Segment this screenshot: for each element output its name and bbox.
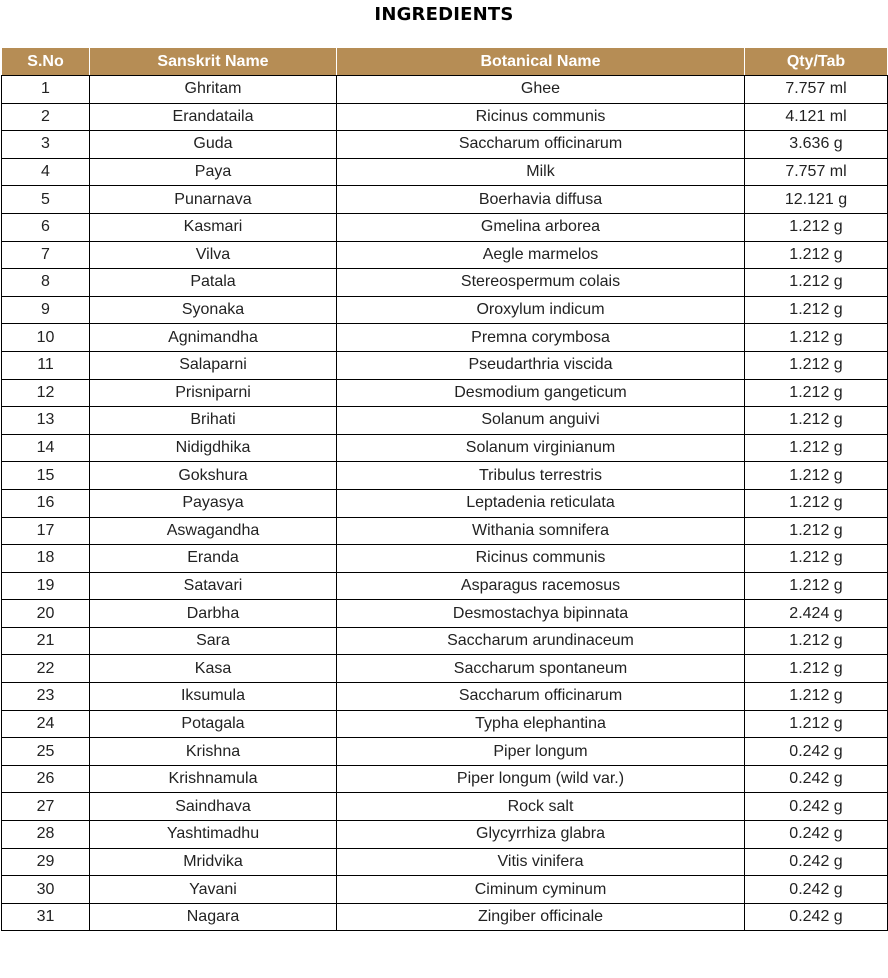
cell-sno: 1 [2,76,90,104]
header-qty-per-tab: Qty/Tab [745,48,888,76]
cell-botanical-name: Desmodium gangeticum [337,379,745,407]
cell-sno: 27 [2,793,90,821]
cell-botanical-name: Ghee [337,76,745,104]
cell-qty: 1.212 g [745,683,888,711]
cell-sno: 11 [2,351,90,379]
cell-botanical-name: Premna corymbosa [337,324,745,352]
cell-sanskrit-name: Kasa [90,655,337,683]
cell-qty: 1.212 g [745,213,888,241]
table-row [2,903,888,931]
cell-botanical-name: Ricinus communis [337,545,745,573]
cell-botanical-name: Zingiber officinale [337,903,745,931]
header-botanical-name: Botanical Name [337,48,745,76]
cell-sno: 17 [2,517,90,545]
cell-qty: 0.242 g [745,765,888,793]
cell-sanskrit-name: Kasmari [90,213,337,241]
ingredients-table [1,47,888,931]
cell-botanical-name: Boerhavia diffusa [337,186,745,214]
cell-qty: 1.212 g [745,517,888,545]
cell-qty: 0.242 g [745,738,888,766]
cell-sanskrit-name: Brihati [90,407,337,435]
table-row [2,738,888,766]
table-header [2,48,888,76]
cell-qty: 1.212 g [745,489,888,517]
cell-sanskrit-name: Agnimandha [90,324,337,352]
cell-sno: 31 [2,903,90,931]
cell-qty: 1.212 g [745,434,888,462]
cell-qty: 1.212 g [745,655,888,683]
cell-sanskrit-name: Guda [90,131,337,159]
cell-qty: 12.121 g [745,186,888,214]
cell-botanical-name: Typha elephantina [337,710,745,738]
cell-qty: 1.212 g [745,407,888,435]
cell-sno: 4 [2,158,90,186]
cell-sanskrit-name: Satavari [90,572,337,600]
table-row [2,186,888,214]
cell-botanical-name: Saccharum officinarum [337,683,745,711]
cell-sno: 29 [2,848,90,876]
cell-sanskrit-name: Gokshura [90,462,337,490]
cell-sanskrit-name: Patala [90,269,337,297]
cell-sanskrit-name: Saindhava [90,793,337,821]
cell-qty: 0.242 g [745,821,888,849]
cell-qty: 0.242 g [745,848,888,876]
table-row [2,213,888,241]
cell-botanical-name: Saccharum officinarum [337,131,745,159]
cell-sno: 19 [2,572,90,600]
cell-botanical-name: Oroxylum indicum [337,296,745,324]
table-row [2,103,888,131]
cell-botanical-name: Ricinus communis [337,103,745,131]
cell-sanskrit-name: Krishna [90,738,337,766]
cell-botanical-name: Aegle marmelos [337,241,745,269]
cell-sanskrit-name: Salaparni [90,351,337,379]
table-row [2,158,888,186]
header-sanskrit-name: Sanskrit Name [90,48,337,76]
cell-sanskrit-name: Potagala [90,710,337,738]
cell-sno: 2 [2,103,90,131]
cell-botanical-name: Stereospermum colais [337,269,745,297]
cell-qty: 2.424 g [745,600,888,628]
table-row [2,517,888,545]
table-row [2,683,888,711]
table-row [2,296,888,324]
cell-sanskrit-name: Eranda [90,545,337,573]
cell-qty: 1.212 g [745,710,888,738]
table-row [2,655,888,683]
cell-sanskrit-name: Mridvika [90,848,337,876]
cell-qty: 1.212 g [745,269,888,297]
cell-sanskrit-name: Nagara [90,903,337,931]
cell-sanskrit-name: Vilva [90,241,337,269]
table-row [2,710,888,738]
cell-qty: 1.212 g [745,351,888,379]
cell-sno: 30 [2,876,90,904]
table-row [2,572,888,600]
page-title: INGREDIENTS [374,4,514,25]
cell-sno: 21 [2,627,90,655]
cell-qty: 1.212 g [745,324,888,352]
cell-sno: 5 [2,186,90,214]
table-row [2,627,888,655]
cell-sanskrit-name: Sara [90,627,337,655]
cell-sno: 9 [2,296,90,324]
cell-qty: 0.242 g [745,903,888,931]
table-row [2,545,888,573]
header-sno: S.No [2,48,90,76]
cell-sanskrit-name: Iksumula [90,683,337,711]
cell-botanical-name: Desmostachya bipinnata [337,600,745,628]
cell-qty: 1.212 g [745,296,888,324]
cell-sno: 13 [2,407,90,435]
cell-botanical-name: Saccharum arundinaceum [337,627,745,655]
cell-qty: 1.212 g [745,572,888,600]
table-row [2,848,888,876]
cell-qty: 1.212 g [745,241,888,269]
table-row [2,434,888,462]
cell-sanskrit-name: Yashtimadhu [90,821,337,849]
cell-sno: 22 [2,655,90,683]
cell-sno: 14 [2,434,90,462]
cell-qty: 1.212 g [745,545,888,573]
cell-botanical-name: Tribulus terrestris [337,462,745,490]
table-row [2,324,888,352]
table-row [2,241,888,269]
cell-qty: 7.757 ml [745,158,888,186]
cell-sno: 23 [2,683,90,711]
cell-qty: 1.212 g [745,627,888,655]
cell-sno: 16 [2,489,90,517]
header-row [2,48,888,76]
cell-qty: 7.757 ml [745,76,888,104]
cell-botanical-name: Leptadenia reticulata [337,489,745,517]
cell-sno: 18 [2,545,90,573]
cell-qty: 3.636 g [745,131,888,159]
table-row [2,407,888,435]
cell-sno: 24 [2,710,90,738]
cell-qty: 0.242 g [745,876,888,904]
table-row [2,351,888,379]
cell-sanskrit-name: Syonaka [90,296,337,324]
cell-botanical-name: Solanum virginianum [337,434,745,462]
table-row [2,489,888,517]
table-row [2,131,888,159]
cell-sanskrit-name: Prisniparni [90,379,337,407]
cell-sno: 28 [2,821,90,849]
table-row [2,462,888,490]
cell-botanical-name: Piper longum (wild var.) [337,765,745,793]
table-row [2,600,888,628]
cell-sno: 26 [2,765,90,793]
cell-botanical-name: Gmelina arborea [337,213,745,241]
cell-sno: 15 [2,462,90,490]
cell-sno: 25 [2,738,90,766]
table-row [2,876,888,904]
cell-sanskrit-name: Krishnamula [90,765,337,793]
table-row [2,793,888,821]
table-row [2,269,888,297]
table-body [2,76,888,931]
cell-sanskrit-name: Payasya [90,489,337,517]
cell-botanical-name: Glycyrrhiza glabra [337,821,745,849]
cell-sno: 7 [2,241,90,269]
cell-sanskrit-name: Yavani [90,876,337,904]
cell-botanical-name: Vitis vinifera [337,848,745,876]
table-row [2,821,888,849]
table-row [2,76,888,104]
cell-qty: 1.212 g [745,462,888,490]
cell-sno: 10 [2,324,90,352]
cell-botanical-name: Milk [337,158,745,186]
cell-sanskrit-name: Erandataila [90,103,337,131]
cell-sanskrit-name: Darbha [90,600,337,628]
cell-botanical-name: Piper longum [337,738,745,766]
cell-sanskrit-name: Nidigdhika [90,434,337,462]
cell-sanskrit-name: Ghritam [90,76,337,104]
cell-botanical-name: Asparagus racemosus [337,572,745,600]
cell-qty: 4.121 ml [745,103,888,131]
cell-sanskrit-name: Aswagandha [90,517,337,545]
cell-botanical-name: Rock salt [337,793,745,821]
cell-botanical-name: Saccharum spontaneum [337,655,745,683]
cell-botanical-name: Ciminum cyminum [337,876,745,904]
cell-qty: 0.242 g [745,793,888,821]
table-row [2,379,888,407]
cell-sanskrit-name: Punarnava [90,186,337,214]
cell-botanical-name: Pseudarthria viscida [337,351,745,379]
cell-botanical-name: Solanum anguivi [337,407,745,435]
cell-sno: 12 [2,379,90,407]
cell-qty: 1.212 g [745,379,888,407]
cell-sno: 3 [2,131,90,159]
table-row [2,765,888,793]
cell-botanical-name: Withania somnifera [337,517,745,545]
cell-sno: 8 [2,269,90,297]
cell-sno: 20 [2,600,90,628]
cell-sanskrit-name: Paya [90,158,337,186]
cell-sno: 6 [2,213,90,241]
